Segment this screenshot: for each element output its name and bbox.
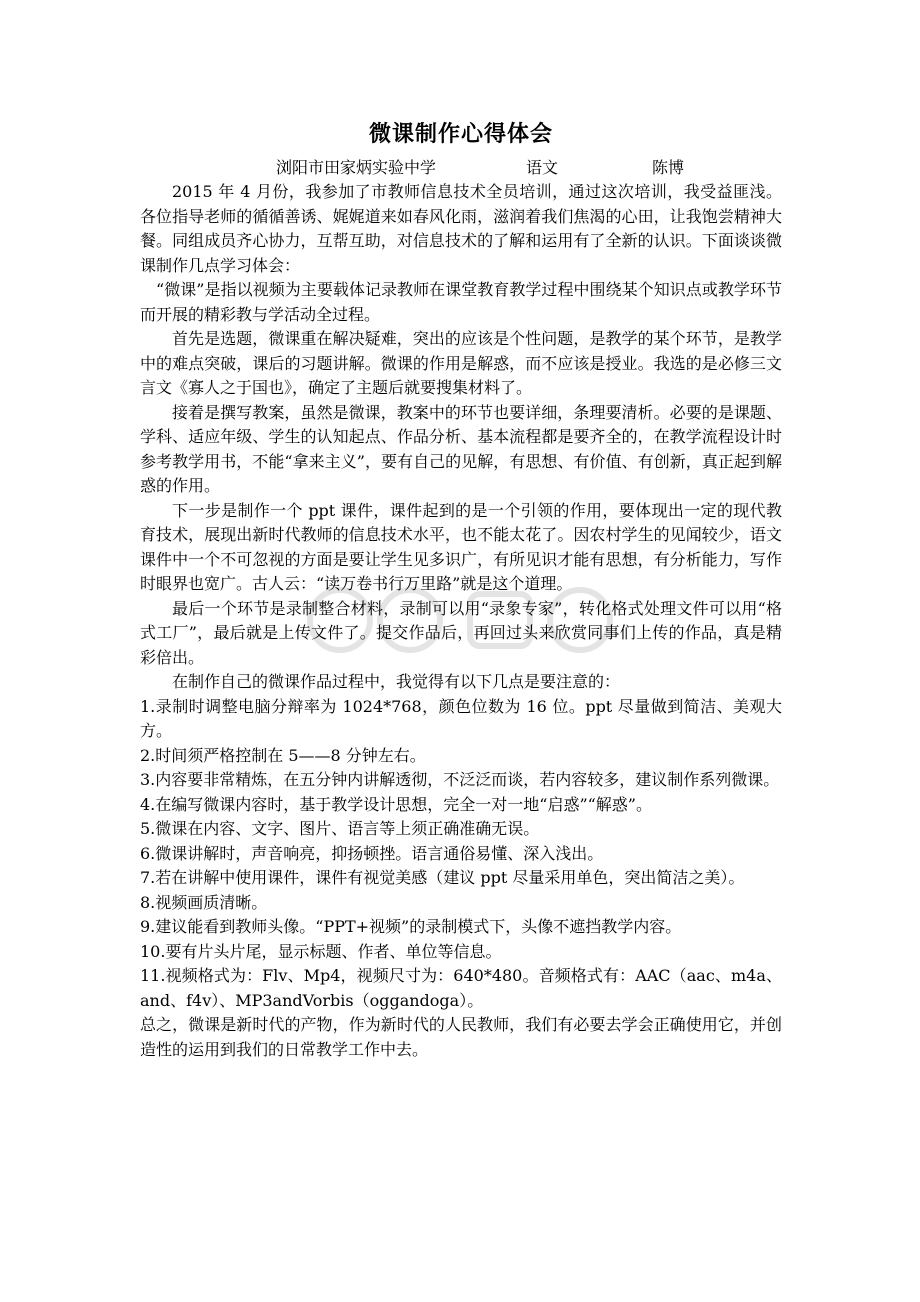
- byline-school: 浏阳市田家炳实验中学: [276, 158, 437, 177]
- paragraph: 接着是撰写教案，虽然是微课，教案中的环节也要详细，条理要清析。必要的是课题、学科、适应年级、学生的认知起点、作品分析、基本流程都是要齐全的，在教学流程设计时参考教学用书，不能“拿来主义”，要有自己的见解，有思想、有价值、有创新，真正起到解惑的作用。: [140, 402, 782, 495]
- list-item: 5.微课在内容、文字、图片、语言等上须正确准确无误。: [140, 819, 540, 838]
- paragraph: 首先是选题，微课重在解决疑难，突出的应该是个性问题，是教学的某个环节，是教学中的难点突破，课后的习题讲解。微课的作用是解惑，而不应该是授业。我选的是必修三文言文《寡人之于国也》，确定了主题后就要搜集材料了。: [140, 329, 782, 397]
- paragraph: 在制作自己的微课作品过程中，我觉得有以下几点是要注意的：: [172, 672, 621, 691]
- paragraph: “微课”是指以视频为主要载体记录教师在课堂教育教学过程中围绕某个知识点或教学环节而开展的精彩教与学活动全过程。: [140, 280, 782, 324]
- list-item: 2.时间须严格控制在 5——8 分钟左右。: [140, 745, 426, 765]
- document-body: [140, 180, 782, 1062]
- list-item: 10.要有片头片尾，显示标题、作者、单位等信息。: [140, 941, 502, 961]
- paragraph: 下一步是制作一个 ppt 课件，课件起到的是一个引领的作用，要体现出一定的现代教育技术，展现出新时代教师的信息技术水平，也不能太花了。因农村学生的见闻较少，语文课件中一个不可忽视的方面是要让学生见多识广，有所见识才能有思想，有分析能力，写作时眼界也宽广。古人云：“读万卷书行万里路”就是这个道理。: [140, 500, 782, 593]
- list-item: 1.录制时调整电脑分辩率为 1024*768，颜色位数为 16 位。ppt 尽量做到简洁、美观大方。: [140, 696, 782, 740]
- list-item: 9.建议能看到教师头像。“PPT+视频”的录制模式下，头像不遮挡教学内容。: [140, 917, 682, 936]
- list-item: 7.若在讲解中使用课件，课件有视觉美感（建议 ppt 尽量采用单色，突出简洁之美）。: [140, 868, 745, 887]
- list-item: 8.视频画质清晰。: [140, 892, 268, 912]
- document-title: 微课制作心得体会: [368, 121, 553, 147]
- list-item: 总之，微课是新时代的产物，作为新时代的人民教师，我们有必要去学会正确使用它，并创造性的运用到我们的日常教学工作中去。: [140, 1015, 782, 1059]
- paragraph: 最后一个环节是录制整合材料，录制可以用“录象专家”，转化格式处理文件可以用“格式工厂”，最后就是上传文件了。提交作品后，再回过头来欣赏同事们上传的作品，真是精彩倍出。: [140, 598, 782, 667]
- byline: [140, 156, 782, 180]
- byline-author: 陈博: [652, 158, 685, 177]
- list-item: 3.内容要非常精炼，在五分钟内讲解透彻，不泛泛而谈，若内容较多，建议制作系列微课。: [140, 770, 780, 789]
- list-item: 11.视频格式为：Flv、Mp4，视频尺寸为：640*480。音频格式有：AAC（aac、m4a、and、f4v）、MP3andVorbis（oggandoga）。: [140, 966, 782, 1010]
- list-item: 6.微课讲解时，声音响亮，抑扬顿挫。语言通俗易懂、深入浅出。: [140, 843, 604, 863]
- list-item: 4.在编写微课内容时，基于教学设计思想，完全一对一地“启惑”“解惑”。: [140, 794, 652, 814]
- byline-subject: 语文: [526, 158, 559, 177]
- paragraph: 2015 年 4 月份，我参加了市教师信息技术全员培训，通过这次培训，我受益匪浅。各位指导老师的循循善诱、娓娓道来如春风化雨，滋润着我们焦渴的心田，让我饱尝精神大餐。同组成员齐心协力，互帮互助，对信息技术的了解和运用有了全新的认识。下面谈谈微课制作几点学习体会：: [140, 182, 782, 275]
- document-page: [140, 118, 782, 1062]
